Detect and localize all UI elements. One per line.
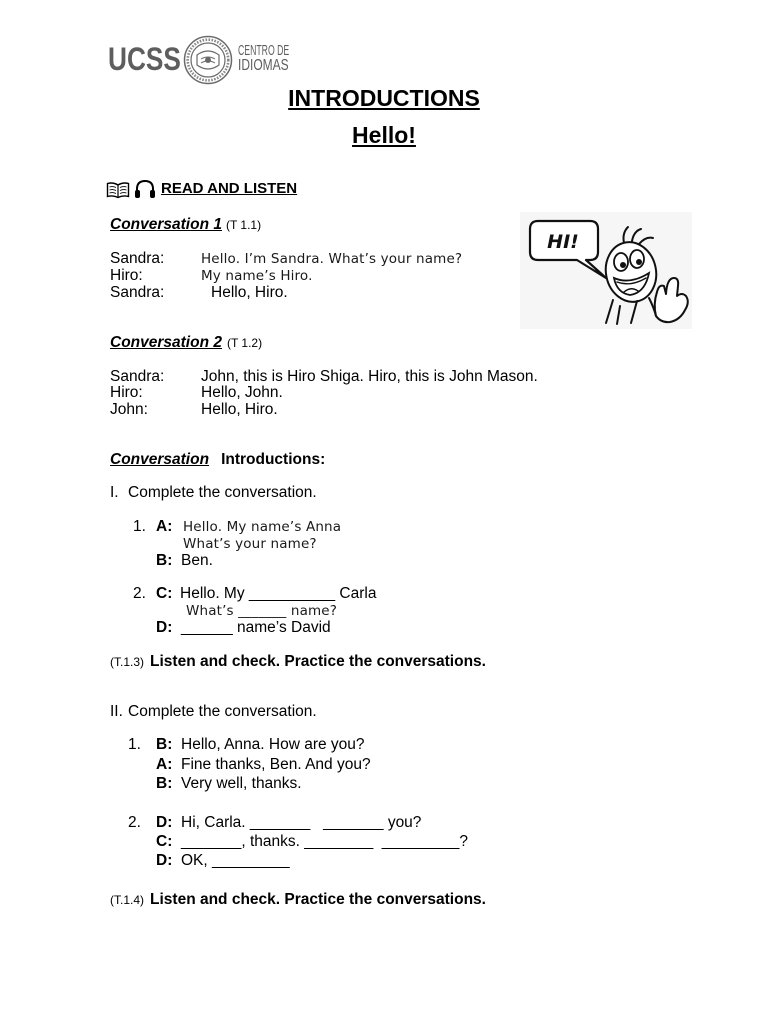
speaker-label: D: <box>156 852 173 869</box>
hi-cartoon-icon <box>520 212 692 329</box>
exercise-2-footer <box>110 891 486 909</box>
dialogue-line: OK, _________ <box>181 852 290 869</box>
dialogue-line: Hello, Hiro. <box>201 401 278 418</box>
dialogue-line: Hello, Hiro. <box>211 284 288 301</box>
conversation-3-topic: Introductions: <box>221 451 326 468</box>
conversation-3-heading-row <box>110 451 325 469</box>
conversation-3-heading: Conversation <box>110 451 210 468</box>
university-seal-icon <box>183 35 233 85</box>
dialogue-line: John, this is Hiro Shiga. Hiro, this is John Mason. <box>201 368 538 385</box>
headphones-icon <box>134 179 156 199</box>
dialogue-line: Very well, thanks. <box>181 775 302 792</box>
exercise-2-instruction: Complete the conversation. <box>128 703 317 720</box>
speaker-label: John: <box>110 401 148 418</box>
conversation-1-heading: Conversation 1 <box>110 216 222 233</box>
speaker-label: D: <box>156 814 173 831</box>
dialogue-line: ______ name’s David <box>181 619 331 636</box>
conversation-2-track: (T 1.2) <box>226 336 263 350</box>
logo-brand: UCSS <box>108 41 181 77</box>
logo-line-centro: CENTRO DE <box>238 42 290 59</box>
speaker-label: C: <box>156 585 173 602</box>
dialogue-line: Hello. My __________ Carla <box>180 585 377 602</box>
exercise-1-footer-track: (T.1.3) <box>110 655 145 669</box>
dialogue-line: Hello. My name’s Anna <box>183 519 342 535</box>
dialogue-line: Hi, Carla. _______ _______ you? <box>181 814 422 831</box>
conversation-2-heading: Conversation 2 <box>110 334 222 351</box>
exercise-1-footer-text: Listen and check. Practice the conversations. <box>150 653 486 670</box>
dialogue-line: Hello. I’m Sandra. What’s your name? <box>201 251 463 267</box>
speech-bubble-text: HI! <box>547 231 579 253</box>
dialogue-line: Fine thanks, Ben. And you? <box>181 756 371 773</box>
exercise-2-numeral: II. <box>110 703 123 720</box>
exercise-1-footer <box>110 653 486 671</box>
conversation-2-heading-row <box>110 334 262 352</box>
exercise-2-footer-text: Listen and check. Practice the conversations. <box>150 891 486 908</box>
dialogue-line: What’s your name? <box>183 536 317 552</box>
conversation-1-track: (T 1.1) <box>225 218 262 232</box>
item-number: 2. <box>133 585 146 602</box>
conversation-1-heading-row <box>110 216 261 234</box>
speaker-label: Sandra: <box>110 284 165 301</box>
read-and-listen-heading: READ AND LISTEN <box>161 180 298 197</box>
speaker-label: A: <box>156 756 173 773</box>
page-subtitle-wrap <box>0 121 768 149</box>
logo-line-idiomas: IDIOMAS <box>238 57 289 74</box>
speaker-label: B: <box>156 736 173 753</box>
dialogue-line: Ben. <box>181 552 213 569</box>
speaker-label: Hiro: <box>110 384 143 401</box>
item-number: 2. <box>128 814 141 831</box>
dialogue-line: _______, thanks. ________ _________? <box>181 833 469 850</box>
speaker-label: B: <box>156 775 173 792</box>
item-number: 1. <box>133 518 146 535</box>
speaker-label: Sandra: <box>110 368 165 385</box>
item-number: 1. <box>128 736 141 753</box>
page-subtitle: Hello! <box>352 122 416 148</box>
exercise-1-instruction: Complete the conversation. <box>128 484 317 501</box>
logo <box>108 38 293 88</box>
speaker-label: D: <box>156 619 173 636</box>
speaker-label: Hiro: <box>110 267 143 284</box>
speaker-label: B: <box>156 552 173 569</box>
exercise-1-numeral: I. <box>110 484 119 501</box>
book-icon <box>106 181 130 199</box>
dialogue-line: Hello, Anna. How are you? <box>181 736 365 753</box>
speaker-label: C: <box>156 833 173 850</box>
page-title-wrap <box>0 84 768 112</box>
exercise-2-footer-track: (T.1.4) <box>110 893 145 907</box>
speaker-label: A: <box>156 518 173 535</box>
dialogue-line: My name’s Hiro. <box>201 268 313 284</box>
speaker-label: Sandra: <box>110 250 165 267</box>
dialogue-line: What’s _______ name? <box>186 603 338 619</box>
page-title: INTRODUCTIONS <box>288 85 480 111</box>
dialogue-line: Hello, John. <box>201 384 283 401</box>
